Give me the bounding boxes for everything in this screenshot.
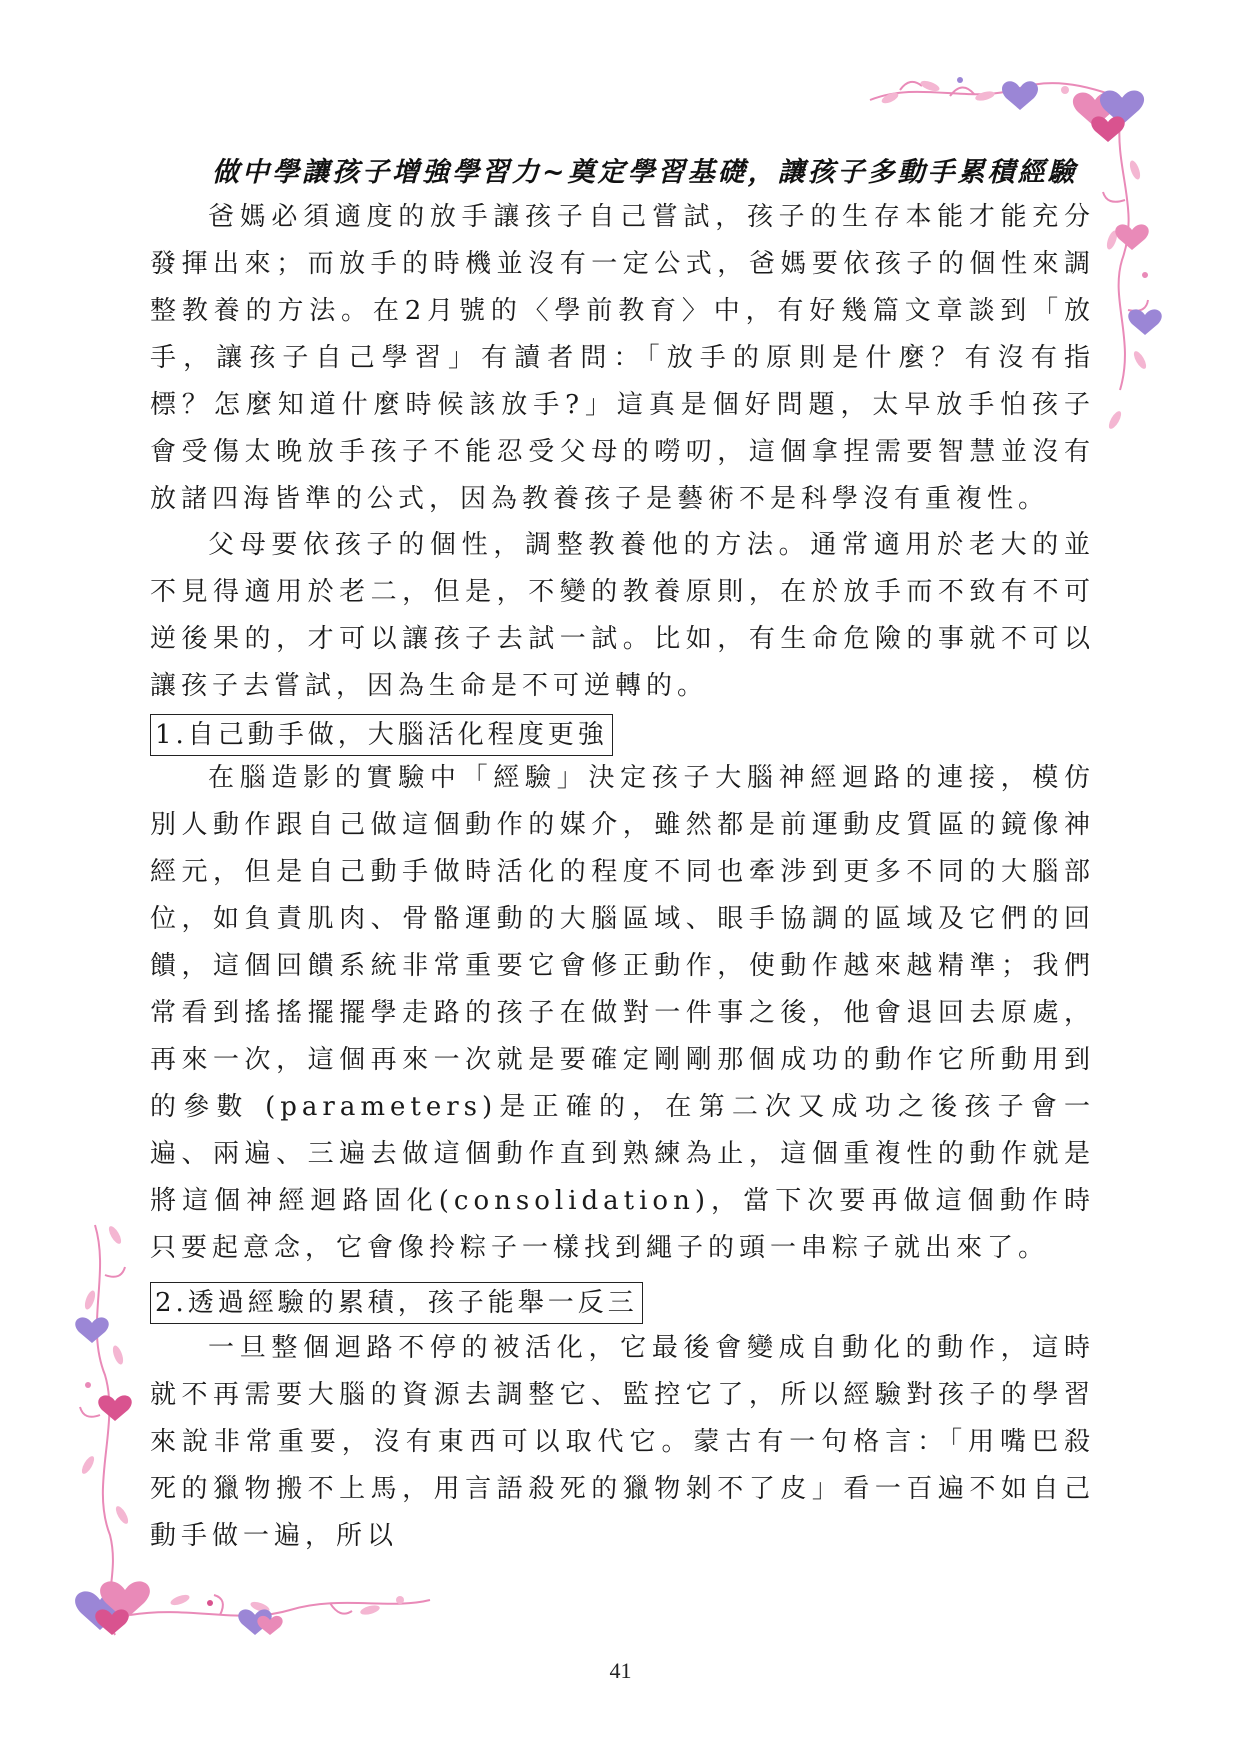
article-title: 做中學讓孩子增強學習力~奠定學習基礎，讓孩子多動手累積經驗 bbox=[212, 157, 1078, 188]
section-heading-2: 2.透過經驗的累積，孩子能舉一反三 bbox=[150, 1282, 643, 1324]
paragraph-4: 一旦整個迴路不停的被活化，它最後會變成自動化的動作，這時就不再需要大腦的資源去調整它、監控它了，所以經驗對孩子的學習來說非常重要，沒有東西可以取代它。蒙古有一句格言：「用嘴巴殺死的獵物搬不上馬，用言語殺死的獵物剝不了皮」看一百遍不如自己動手做一遍，所以 bbox=[150, 1333, 1095, 1551]
page-number: 41 bbox=[609, 1658, 632, 1683]
section-heading-1: 1.自己動手做，大腦活化程度更強 bbox=[150, 714, 613, 756]
paragraph-2: 父母要依孩子的個性，調整教養他的方法。通常適用於老大的並不見得適用於老二，但是，不變的教養原則，在於放手而不致有不可逆後果的，才可以讓孩子去試一試。比如，有生命危險的事就不可以讓孩子去嘗試，因為生命是不可逆轉的。 bbox=[150, 530, 1095, 701]
paragraph-1: 爸媽必須適度的放手讓孩子自己嘗試，孩子的生存本能才能充分發揮出來；而放手的時機並沒有一定公式，爸媽要依孩子的個性來調整教養的方法。在2月號的〈學前教育〉中，有好幾篇文章談到「放手，讓孩子自己學習」有讀者問：「放手的原則是什麼？有沒有指標？怎麼知道什麼時候該放手?」這真是個好問題，太早放手怕孩子會受傷太晚放手孩子不能忍受父母的嘮叨，這個拿捏需要智慧並沒有放諸四海皆準的公式，因為教養孩子是藝術不是科學沒有重複性。 bbox=[150, 202, 1095, 514]
paragraph-3: 在腦造影的實驗中「經驗」決定孩子大腦神經迴路的連接，模仿別人動作跟自己做這個動作的媒介，雖然都是前運動皮質區的鏡像神經元，但是自己動手做時活化的程度不同也牽涉到更多不同的大腦部位，如負責肌肉、骨骼運動的大腦區域、眼手協調的區域及它們的回饋，這個回饋系統非常重要它會修正動作，使動作越來越精準；我們常看到搖搖擺擺學走路的孩子在做對一件事之後，他會退回去原處，再來一次，這個再來一次就是要確定剛剛那個成功的動作它所動用到的參數 (parameters)是正確的，在第二次又成功之後孩子會一遍、兩遍、三遍去做這個動作直到熟練為止，這個重複性的動作就是將這個神經迴路固化(consolidation)，當下次要再做這個動作時只要起意念，它會像拎粽子一樣找到繩子的頭一串粽子就出來了。 bbox=[150, 763, 1095, 1263]
